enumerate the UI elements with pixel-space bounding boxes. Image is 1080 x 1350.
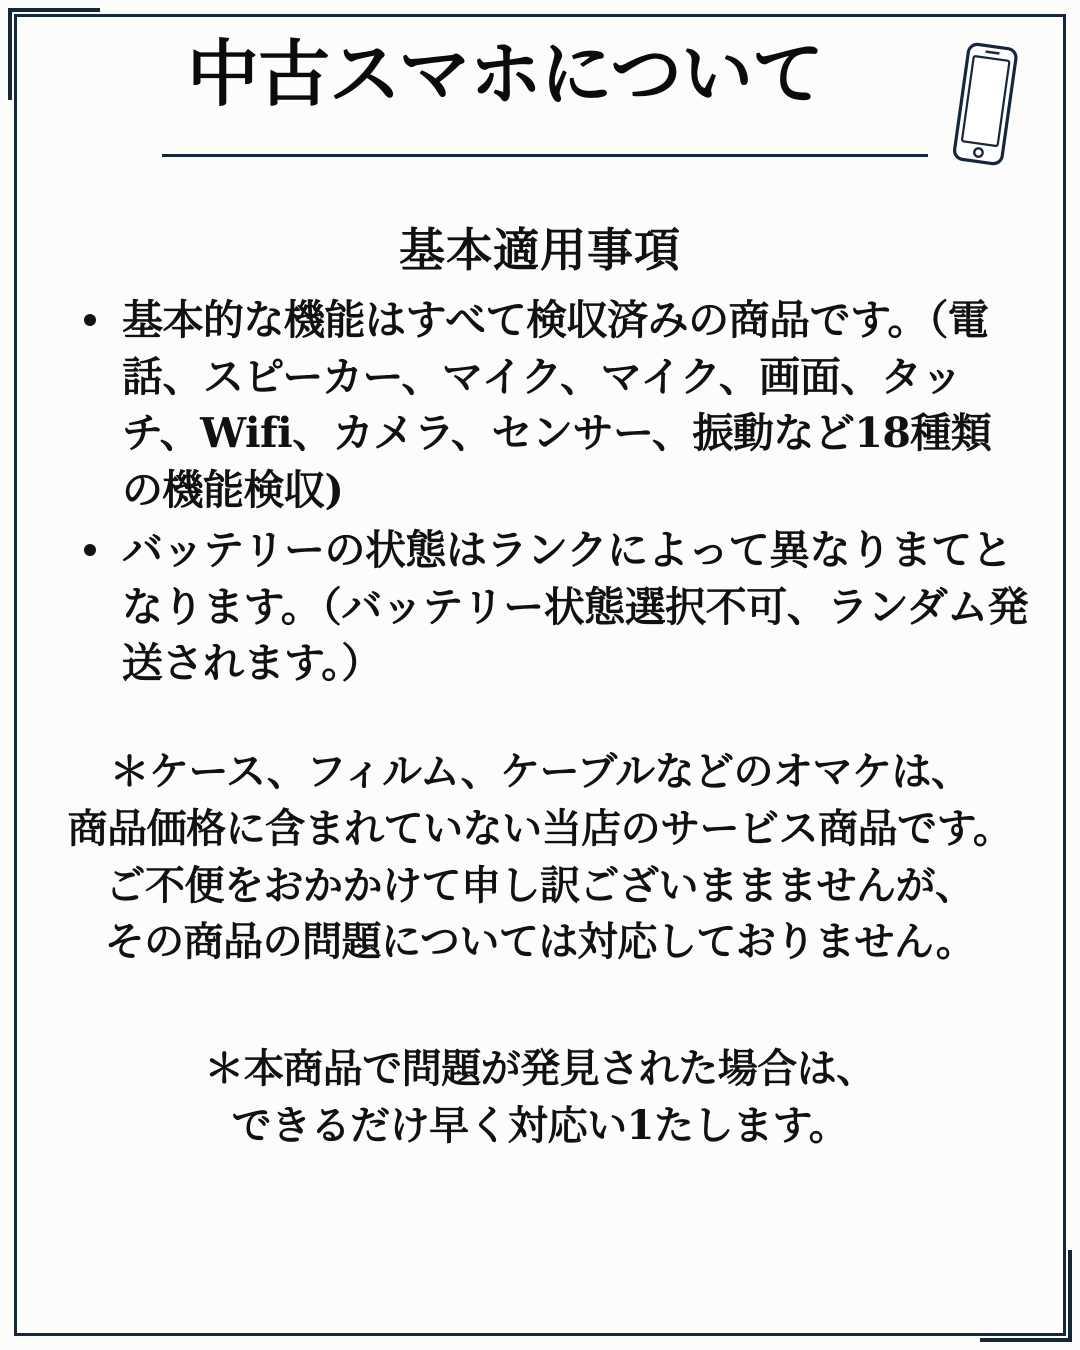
note-line: 商品価格に含まれていない当店のサービス商品です。 [67,804,1013,852]
note-accessories [44,744,1036,971]
list-item [80,522,1030,692]
note-line: ご不便をおかかけて申し訳ございままませんが、 [105,861,975,909]
note-line: その商品の問題については対応しておりません。 [104,918,976,966]
page-title: 中古スマホについて [186,31,824,116]
list-item-text: 基本的な機能はすべて検収済みの商品です。（電話、スピーカー、マイク、マイク、画面、タッチ、Wifi、カメラ、センサー、振動など18種類の機能検収) [122,296,992,514]
smartphone-icon [952,40,1018,172]
bullet-dot-icon [84,314,96,326]
note-line: ＊ケース、フィルム、ケーブルなどのオマケは、 [109,748,971,796]
note-line: ＊本商品で問題が発見された場合は、 [204,1045,876,1093]
section-heading: 基本適用事項 [399,223,681,277]
bullet-dot-icon [84,544,96,556]
title-underline [162,154,928,157]
list-item-text: バッテリーの状態はランクによって異なりまてとなります。（バッテリー状態選択不可、ランダム発送されます。） [122,526,1029,688]
note-line: できるだけ早く対応い1たします。 [231,1102,849,1150]
note-defect-response [44,1041,1036,1155]
terms-list [44,292,1036,692]
list-item [80,292,1030,518]
poster-header [44,26,1036,186]
poster-content [44,26,1036,1324]
